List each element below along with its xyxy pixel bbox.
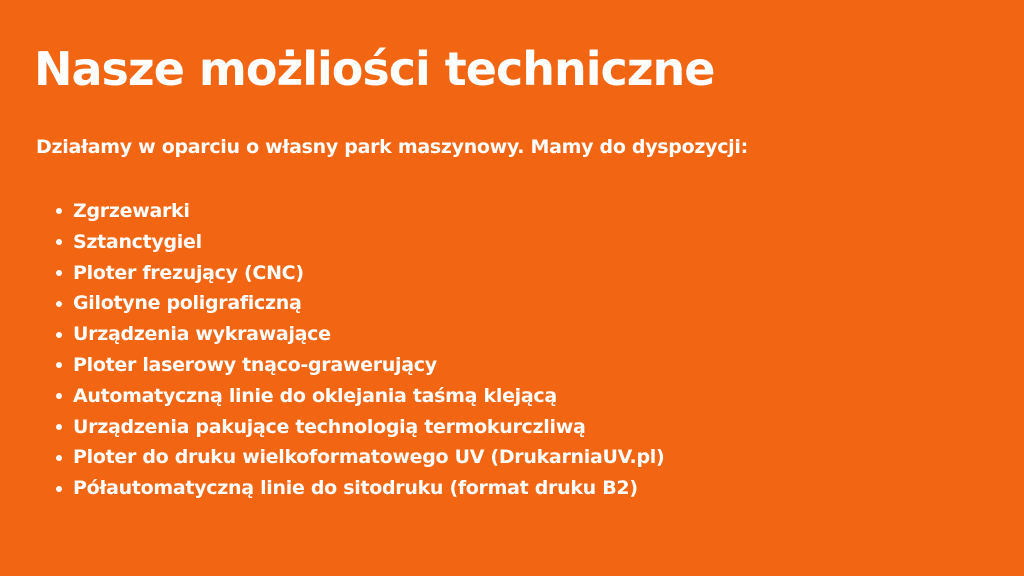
bullet-icon	[56, 301, 62, 307]
bullet-icon	[56, 393, 62, 399]
list-item-label: Ploter laserowy tnąco-grawerujący	[73, 353, 437, 376]
list-item	[56, 227, 664, 258]
list-item	[56, 442, 664, 473]
list-item	[56, 350, 664, 381]
bullet-icon	[56, 424, 62, 430]
list-item-label: Zgrzewarki	[73, 200, 190, 222]
list-item-label: Sztanctygiel	[73, 230, 202, 253]
intro-text: Działamy w oparciu o własny park maszynowy. Mamy do dyspozycji:	[36, 136, 748, 158]
list-item-label: Urządzenia wykrawające	[73, 323, 331, 346]
list-item	[56, 319, 664, 350]
list-item	[56, 412, 664, 443]
list-item	[56, 196, 664, 227]
bullet-icon	[56, 270, 62, 276]
list-item	[56, 288, 664, 319]
list-item-label: Półautomatyczną linie do sitodruku (format druku B2)	[73, 477, 638, 500]
list-item-label: Automatyczną linie do oklejania taśmą klejącą	[73, 384, 557, 407]
equipment-list	[56, 196, 664, 504]
bullet-icon	[56, 332, 62, 338]
list-item-label: Gilotyne poligraficzną	[73, 292, 302, 315]
page-title: Nasze możliości techniczne	[34, 42, 715, 96]
list-item	[56, 381, 664, 412]
list-item-label: Ploter frezujący (CNC)	[73, 261, 304, 284]
list-item	[56, 258, 664, 289]
bullet-icon	[56, 486, 62, 492]
list-item-label: Ploter do druku wielkoformatowego UV (DrukarniaUV.pl)	[73, 446, 665, 469]
list-item	[56, 473, 664, 504]
list-item-label: Urządzenia pakujące technologią termokurczliwą	[73, 415, 586, 438]
bullet-icon	[56, 362, 62, 368]
bullet-icon	[56, 455, 62, 461]
bullet-icon	[56, 239, 62, 245]
bullet-icon	[56, 208, 62, 214]
